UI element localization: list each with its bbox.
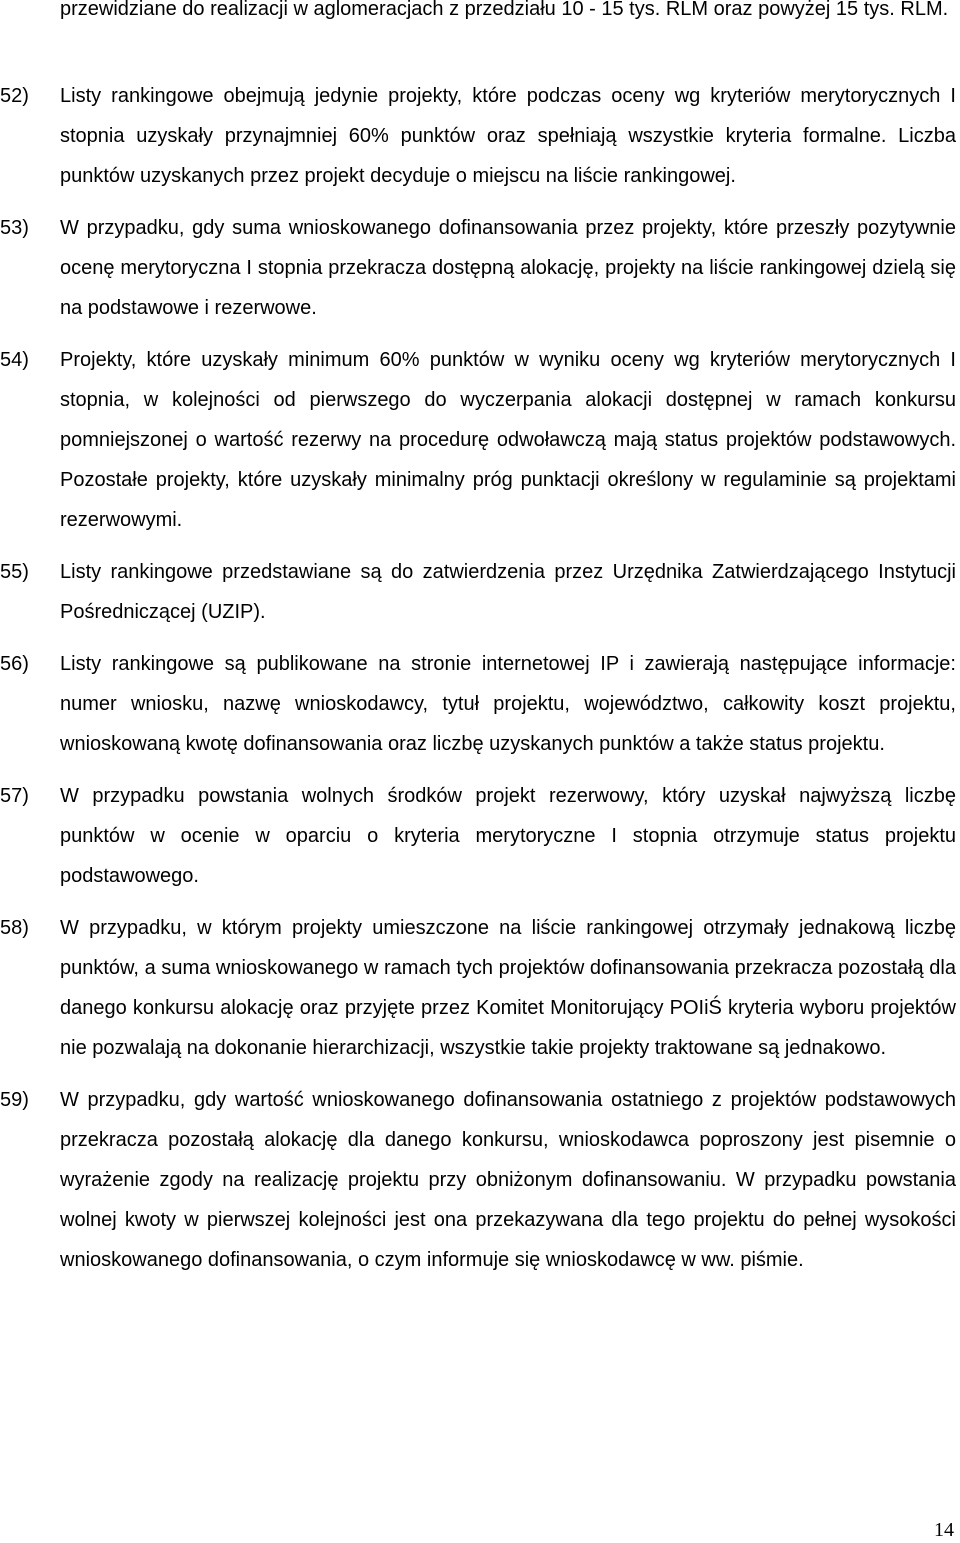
item-text: Listy rankingowe obejmują jedynie projekty, które podczas oceny wg kryteriów merytorycznych I stopnia uzyskały przynajmniej 60% punktów oraz spełniają wszystkie kryteria formalne. Liczba punktów uzyskanych przez projekt decyduje o miejscu na liście rankingowej. [60,85,956,187]
item-text: W przypadku, gdy wartość wnioskowanego dofinansowania ostatniego z projektów podstawowych przekracza pozostałą alokację dla danego konkursu, wnioskodawca poproszony jest pisemnie o wyrażenie zgody na realizację projektu przy obniżonym dofinansowaniu. W przypadku powstania wolnej kwoty w pierwszej kolejności jest ona przekazywana dla tego projektu do pełnej wysokości wnioskowanego dofinansowania, o czym informuje się wnioskodawcę w ww. piśmie. [60,1089,956,1271]
continuation-paragraph: przewidziane do realizacji w aglomeracjach z przedziału 10 - 15 tys. RLM oraz powyżej 15 tys. RLM. [60,0,949,20]
item-number: 52) [0,85,29,107]
item-number: 54) [0,349,29,371]
list-item-55 [0,552,956,632]
item-text: Projekty, które uzyskały minimum 60% punktów w wyniku oceny wg kryteriów merytorycznych I stopnia, w kolejności od pierwszego do wyczerpania alokacji dostępnej w ramach konkursu pomniejszonej o wartość rezerwy na procedurę odwoławczą mają status projektów podstawowych. Pozostałe projekty, które uzyskały minimalny próg punktacji określony w regulaminie są projektami rezerwowymi. [60,349,956,531]
list-item-57 [0,776,956,896]
item-number: 56) [0,653,29,675]
list-item-58 [0,908,956,1068]
list-item-56 [0,644,956,764]
item-number: 53) [0,217,29,239]
item-number: 55) [0,561,29,583]
item-number: 57) [0,785,29,807]
item-number: 58) [0,917,29,939]
page-number: 14 [934,1519,954,1541]
item-text: W przypadku powstania wolnych środków projekt rezerwowy, który uzyskał najwyższą liczbę punktów w ocenie w oparciu o kryteria merytoryczne I stopnia otrzymuje status projektu podstawowego. [60,785,956,887]
list-item-52 [0,76,956,196]
numbered-list [0,76,956,1292]
item-text: Listy rankingowe przedstawiane są do zatwierdzenia przez Urzędnika Zatwierdzającego Instytucji Pośredniczącej (UZIP). [60,561,956,623]
list-item-59 [0,1080,956,1280]
item-text: W przypadku, w którym projekty umieszczone na liście rankingowej otrzymały jednakową liczbę punktów, a suma wnioskowanego w ramach tych projektów dofinansowania przekracza pozostałą dla danego konkursu alokację oraz przyjęte przez Komitet Monitorujący POIiŚ kryteria wyboru projektów nie pozwalają na dokonanie hierarchizacji, wszystkie takie projekty traktowane są jednakowo. [60,917,956,1059]
list-item-53 [0,208,956,328]
list-item-54 [0,340,956,540]
item-number: 59) [0,1089,29,1111]
item-text: W przypadku, gdy suma wnioskowanego dofinansowania przez projekty, które przeszły pozytywnie ocenę merytoryczna I stopnia przekracza dostępną alokację, projekty na liście rankingowej dzielą się na podstawowe i rezerwowe. [60,217,956,319]
item-text: Listy rankingowe są publikowane na stronie internetowej IP i zawierają następujące informacje: numer wniosku, nazwę wnioskodawcy, tytuł projektu, województwo, całkowity koszt projektu, wnioskowaną kwotę dofinansowania oraz liczbę uzyskanych punktów a także status projektu. [60,653,956,755]
